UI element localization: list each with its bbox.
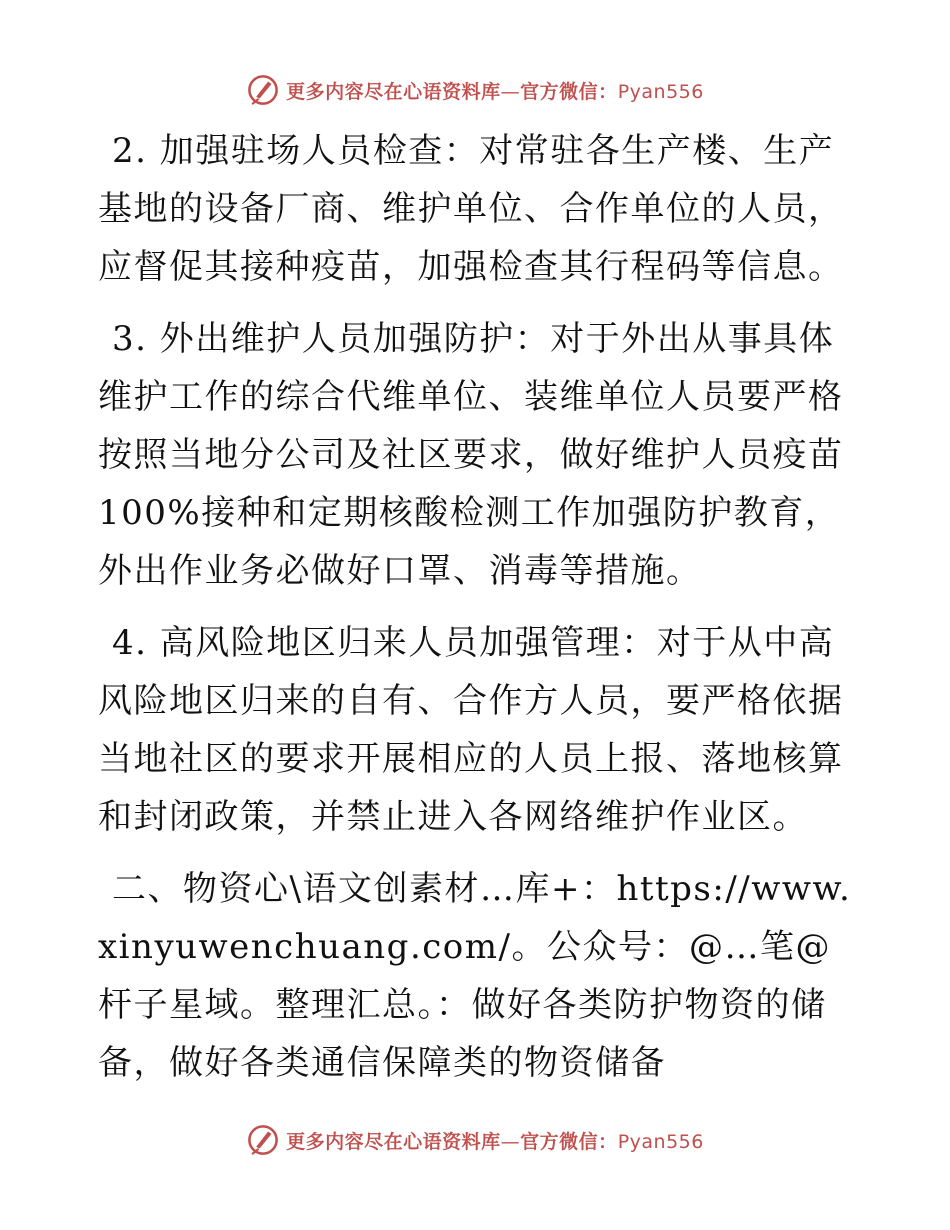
watermark-text [286,77,704,104]
watermark-library-name: 更多内容尽在心语资料库 [286,80,501,103]
document-body [98,122,858,1092]
watermark-library-name: 更多内容尽在心语资料库 [286,1130,501,1153]
watermark-separator: — [500,1130,521,1153]
quill-pen-circle-icon [246,1123,280,1157]
watermark-separator: — [500,80,521,103]
footer-watermark [0,1120,950,1160]
watermark-text [286,1127,704,1154]
watermark-wechat-id: Pyan556 [617,1130,704,1153]
paragraph-section-2: 二、物资心\语文创素材…库+：https://www.xinyuwenchuang.com/。公众号：@…笔@杆子星域。整理汇总。：做好各类防护物资的储备，做好各类通信保障类的物资储备 [98,869,852,1083]
paragraph-item-2: 2. 加强驻场人员检查：对常驻各生产楼、生产基地的设备厂商、维护单位、合作单位的人员，应督促其接种疫苗，加强检查其行程码等信息。 [98,131,844,287]
paragraph-item-3: 3. 外出维护人员加强防护：对于外出从事具体维护工作的综合代维单位、装维单位人员要严格按照当地分公司及社区要求，做好维护人员疫苗100%接种和定期核酸检测工作加强防护教育，外出作业务必做好口罩、消毒等措施。 [98,319,844,591]
quill-pen-circle-icon [246,73,280,107]
watermark-wechat-label: 官方微信： [520,80,618,103]
header-watermark [0,70,950,110]
paragraph-item-4: 4. 高风险地区归来人员加强管理：对于从中高风险地区归来的自有、合作方人员，要严格依据当地社区的要求开展相应的人员上报、落地核算和封闭政策，并禁止进入各网络维护作业区。 [98,623,844,837]
watermark-wechat-id: Pyan556 [617,80,704,103]
watermark-wechat-label: 官方微信： [520,1130,618,1153]
